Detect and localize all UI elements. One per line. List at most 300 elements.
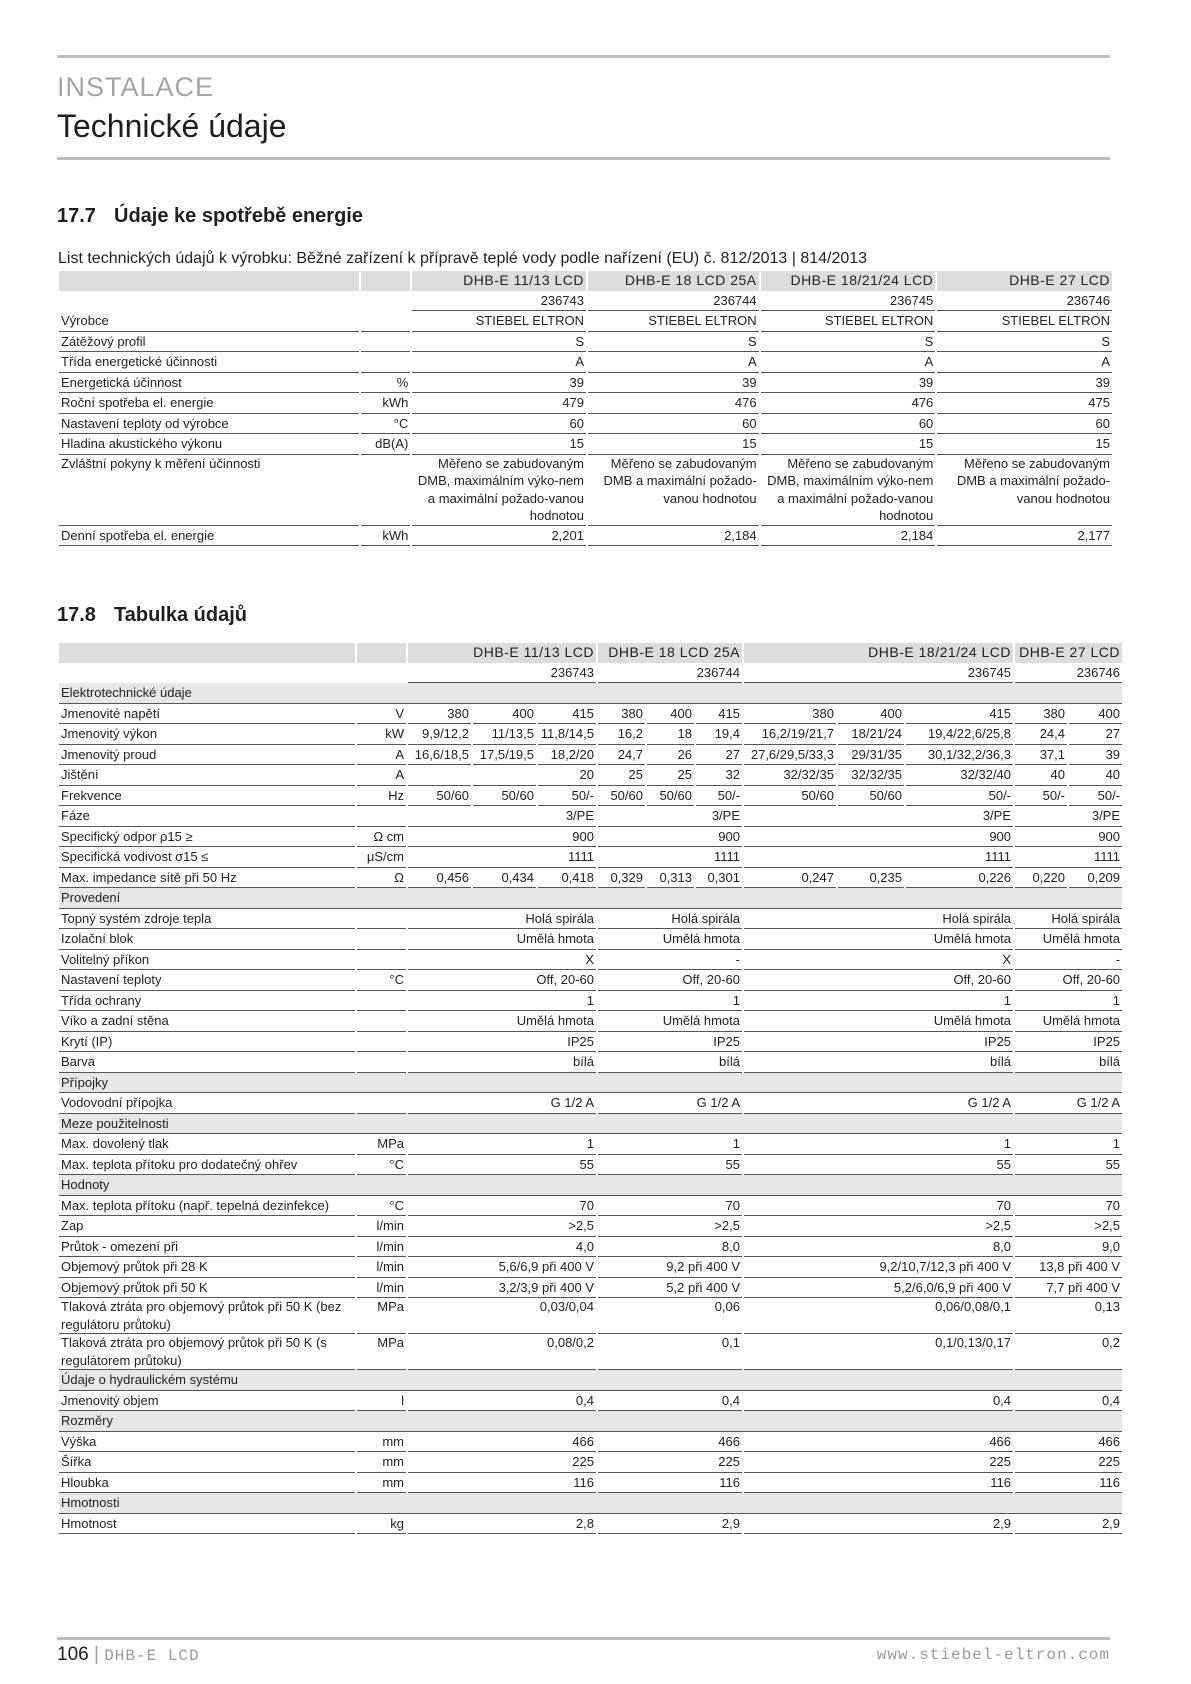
- row-value: 50/60: [598, 786, 645, 807]
- row-label: Topný systém zdroje tepla: [59, 909, 355, 930]
- row-label: Max. teplota přítoku (např. tepelná dezinfekce): [59, 1196, 355, 1217]
- row-label: Frekvence: [59, 786, 355, 807]
- row-value: 39: [588, 373, 759, 394]
- row-value: bílá: [598, 1052, 742, 1073]
- row-unit: MPa: [357, 1134, 406, 1155]
- code-row: [59, 663, 1122, 684]
- header-blank: [357, 643, 406, 663]
- row-value: >2,5: [598, 1216, 742, 1237]
- row-value: 466: [598, 1432, 742, 1453]
- table-row: [59, 1093, 1122, 1114]
- section-17-7-heading: [57, 205, 363, 228]
- row-label: Specifický odpor ρ15 ≥: [59, 827, 355, 848]
- row-value: 900: [408, 827, 596, 848]
- row-value: 24,7: [598, 745, 645, 766]
- row-value: 60: [761, 414, 936, 435]
- table-row: [59, 1155, 1122, 1176]
- row-value: 380: [408, 704, 471, 725]
- row-unit: [361, 352, 410, 373]
- row-unit: °C: [361, 414, 410, 435]
- row-value: Off, 20-60: [744, 970, 1013, 991]
- row-value: Umělá hmota: [1015, 929, 1122, 950]
- row-value: 2,9: [744, 1514, 1013, 1535]
- table-row: [59, 1196, 1122, 1217]
- row-unit: kg: [357, 1514, 406, 1535]
- row-value: 60: [412, 414, 586, 435]
- row-value: 50/-: [906, 786, 1013, 807]
- row-value: STIEBEL ELTRON: [761, 311, 936, 332]
- row-label: Tlaková ztráta pro objemový průtok při 50 K (bez regulátoru průtoku): [59, 1298, 355, 1334]
- model-code: 236744: [598, 663, 742, 684]
- row-value: 0,418: [538, 868, 596, 889]
- row-value: 225: [1015, 1452, 1122, 1473]
- row-value: 0,4: [744, 1391, 1013, 1412]
- row-value: 0,226: [906, 868, 1013, 889]
- group-header-row: [59, 1493, 1122, 1514]
- row-value: 0,247: [744, 868, 836, 889]
- row-value: 0,03/0,04: [408, 1298, 596, 1334]
- row-value: 9,0: [1015, 1237, 1122, 1258]
- row-value: >2,5: [1015, 1216, 1122, 1237]
- row-value: 479: [412, 393, 586, 414]
- table-row: [59, 786, 1122, 807]
- row-value: 415: [538, 704, 596, 725]
- row-unit: mm: [357, 1452, 406, 1473]
- row-value: 2,9: [598, 1514, 742, 1535]
- row-value: 19,4: [696, 724, 742, 745]
- row-unit: [357, 1052, 406, 1073]
- row-unit: dB(A): [361, 434, 410, 455]
- row-value: 0,1/0,13/0,17: [744, 1334, 1013, 1370]
- row-value: STIEBEL ELTRON: [588, 311, 759, 332]
- row-label: Vodovodní přípojka: [59, 1093, 355, 1114]
- row-label: Zvláštní pokyny k měření účinnosti: [59, 455, 359, 526]
- row-value: 27: [696, 745, 742, 766]
- row-value: 32: [696, 765, 742, 786]
- row-label: Hmotnost: [59, 1514, 355, 1535]
- row-label: Denní spotřeba el. energie: [59, 526, 359, 547]
- row-value: 32/32/35: [838, 765, 904, 786]
- row-value: 39: [1069, 745, 1122, 766]
- row-value: 116: [744, 1473, 1013, 1494]
- table-row: [59, 311, 1112, 332]
- row-value: 0,235: [838, 868, 904, 889]
- empty-cell: [357, 663, 406, 684]
- row-value: 11,8/14,5: [538, 724, 596, 745]
- row-value: 16,2: [598, 724, 645, 745]
- row-value: Umělá hmota: [1015, 1011, 1122, 1032]
- row-label: Třída energetické účinnosti: [59, 352, 359, 373]
- group-label: Provedení: [59, 888, 1122, 909]
- row-label: Zap: [59, 1216, 355, 1237]
- row-value: 1: [1015, 1134, 1122, 1155]
- row-value: 50/60: [647, 786, 694, 807]
- row-value: 0,209: [1069, 868, 1122, 889]
- row-value: IP25: [598, 1032, 742, 1053]
- group-header-row: [59, 1370, 1122, 1391]
- table-row: [59, 1452, 1122, 1473]
- table-row: [59, 847, 1122, 868]
- energy-intro: List technických údajů k výrobku: Běžné zařízení k přípravě teplé vody podle nařízení (EU) č. 812/2013 | 814/2013: [58, 250, 868, 267]
- row-unit: °C: [357, 970, 406, 991]
- row-unit: l: [357, 1391, 406, 1412]
- row-value: 3/PE: [408, 806, 596, 827]
- table-row: [59, 745, 1122, 766]
- data-table: [57, 643, 1124, 1534]
- row-label: Hloubka: [59, 1473, 355, 1494]
- row-value: 400: [647, 704, 694, 725]
- row-value: 476: [761, 393, 936, 414]
- row-value: 70: [1015, 1196, 1122, 1217]
- row-value: 60: [588, 414, 759, 435]
- row-value: 70: [408, 1196, 596, 1217]
- row-value: 3/PE: [744, 806, 1013, 827]
- footer-url: www.stiebel-eltron.com: [876, 1646, 1110, 1664]
- group-header-row: [59, 1114, 1122, 1135]
- row-value: Off, 20-60: [1015, 970, 1122, 991]
- row-label: Max. dovolený tlak: [59, 1134, 355, 1155]
- row-unit: [357, 991, 406, 1012]
- row-value: 50/-: [1015, 786, 1067, 807]
- table-row: [59, 1134, 1122, 1155]
- row-value: 50/-: [1069, 786, 1122, 807]
- table-row: [59, 1278, 1122, 1299]
- footer-page: [57, 1644, 200, 1666]
- row-label: Výška: [59, 1432, 355, 1453]
- row-unit: A: [357, 765, 406, 786]
- row-value: IP25: [744, 1032, 1013, 1053]
- row-label: Výrobce: [59, 311, 359, 332]
- row-label: Jmenovité napětí: [59, 704, 355, 725]
- group-header-row: [59, 1175, 1122, 1196]
- table-row: [59, 434, 1112, 455]
- row-value: 0,301: [696, 868, 742, 889]
- row-label: Krytí (IP): [59, 1032, 355, 1053]
- row-value: Umělá hmota: [408, 929, 596, 950]
- impedance-row: [59, 868, 1122, 889]
- row-value: -: [598, 950, 742, 971]
- table-row: [59, 1011, 1122, 1032]
- row-value: 1111: [408, 847, 596, 868]
- row-value: 0,06/0,08/0,1: [744, 1298, 1013, 1334]
- model-code: 236744: [588, 291, 759, 312]
- row-value: 37,1: [1015, 745, 1067, 766]
- table-row: [59, 950, 1122, 971]
- row-unit: [357, 806, 406, 827]
- row-value: 0,434: [473, 868, 536, 889]
- row-label: Hladina akustického výkonu: [59, 434, 359, 455]
- row-value: 900: [598, 827, 742, 848]
- group-header-row: [59, 888, 1122, 909]
- row-unit: [361, 455, 410, 526]
- row-value: 380: [744, 704, 836, 725]
- row-value: IP25: [1015, 1032, 1122, 1053]
- row-value: 900: [1015, 827, 1122, 848]
- row-value: 466: [1015, 1432, 1122, 1453]
- footer-separator: |: [93, 1644, 99, 1665]
- group-label: Meze použitelnosti: [59, 1114, 1122, 1135]
- model-code: 236743: [408, 663, 596, 684]
- table-row: [59, 991, 1122, 1012]
- row-value: 1: [598, 1134, 742, 1155]
- row-label: Objemový průtok při 28 K: [59, 1257, 355, 1278]
- row-unit: kWh: [361, 393, 410, 414]
- row-value: 225: [408, 1452, 596, 1473]
- row-unit: [357, 929, 406, 950]
- row-value: 50/-: [538, 786, 596, 807]
- row-value: 18,2/20: [538, 745, 596, 766]
- row-value: 0,456: [408, 868, 471, 889]
- group-label: Rozměry: [59, 1411, 1122, 1432]
- row-value: 466: [744, 1432, 1013, 1453]
- row-label: Nastavení teploty: [59, 970, 355, 991]
- page-title: Technické údaje: [57, 108, 287, 144]
- row-value: G 1/2 A: [1015, 1093, 1122, 1114]
- table-row: [59, 1473, 1122, 1494]
- header-blank: [59, 643, 355, 663]
- row-value: 24,4: [1015, 724, 1067, 745]
- row-value: 0,08/0,2: [408, 1334, 596, 1370]
- row-value: Umělá hmota: [598, 1011, 742, 1032]
- section-label: INSTALACE: [57, 72, 215, 102]
- section-title: Tabulka údajů: [114, 604, 247, 626]
- row-value: 1: [408, 991, 596, 1012]
- row-value: 1: [1015, 991, 1122, 1012]
- row-value: bílá: [408, 1052, 596, 1073]
- model-code: 236746: [1015, 663, 1122, 684]
- table-row: [59, 1237, 1122, 1258]
- group-label: Elektrotechnické údaje: [59, 683, 1122, 704]
- row-label: Víko a zadní stěna: [59, 1011, 355, 1032]
- table-row: [59, 806, 1122, 827]
- row-value: 15: [588, 434, 759, 455]
- model-code: 236746: [937, 291, 1112, 312]
- row-value: 7,7 při 400 V: [1015, 1278, 1122, 1299]
- row-value: Off, 20-60: [598, 970, 742, 991]
- empty-cell: [59, 291, 359, 312]
- row-label: Třída ochrany: [59, 991, 355, 1012]
- row-unit: μS/cm: [357, 847, 406, 868]
- row-value: 0,1: [598, 1334, 742, 1370]
- row-value: bílá: [744, 1052, 1013, 1073]
- row-value: Umělá hmota: [598, 929, 742, 950]
- row-unit: [361, 311, 410, 332]
- title-rule: [57, 157, 1110, 160]
- empty-cell: [59, 663, 355, 684]
- row-value: 50/60: [408, 786, 471, 807]
- row-label: Jmenovitý výkon: [59, 724, 355, 745]
- row-value: STIEBEL ELTRON: [412, 311, 586, 332]
- table-row: [59, 1432, 1122, 1453]
- row-value: 400: [838, 704, 904, 725]
- row-value: 380: [598, 704, 645, 725]
- table-row: [59, 1298, 1122, 1334]
- row-value: Umělá hmota: [744, 1011, 1013, 1032]
- energy-table: [57, 271, 1114, 546]
- row-value: 116: [408, 1473, 596, 1494]
- row-label: Zátěžový profil: [59, 332, 359, 353]
- row-value: 9,2 při 400 V: [598, 1257, 742, 1278]
- row-value: S: [761, 332, 936, 353]
- row-value: X: [744, 950, 1013, 971]
- row-value: G 1/2 A: [408, 1093, 596, 1114]
- row-label: Izolační blok: [59, 929, 355, 950]
- row-label: Objemový průtok při 50 K: [59, 1278, 355, 1299]
- row-value: 18: [647, 724, 694, 745]
- model-name: DHB-E 18/21/24 LCD: [761, 271, 936, 291]
- row-label: Max. teplota přítoku pro dodatečný ohřev: [59, 1155, 355, 1176]
- row-value: 1: [744, 1134, 1013, 1155]
- table-row: [59, 393, 1112, 414]
- row-value: 8,0: [598, 1237, 742, 1258]
- row-value: IP25: [408, 1032, 596, 1053]
- row-value: 2,184: [588, 526, 759, 547]
- table-row: [59, 1257, 1122, 1278]
- row-value: X: [408, 950, 596, 971]
- section-17-8-heading: [57, 604, 247, 627]
- row-unit: l/min: [357, 1216, 406, 1237]
- row-value: 32/32/35: [744, 765, 836, 786]
- row-value: 40: [1069, 765, 1122, 786]
- row-unit: l/min: [357, 1237, 406, 1258]
- row-value: A: [588, 352, 759, 373]
- row-value: 415: [906, 704, 1013, 725]
- table-row: [59, 1514, 1122, 1535]
- row-value: 50/-: [696, 786, 742, 807]
- row-label: Tlaková ztráta pro objemový průtok při 50 K (s regulátorem průtoku): [59, 1334, 355, 1370]
- row-value: 39: [761, 373, 936, 394]
- row-value: 380: [1015, 704, 1067, 725]
- row-value: 5,2/6,0/6,9 při 400 V: [744, 1278, 1013, 1299]
- row-value: 2,9: [1015, 1514, 1122, 1535]
- row-value: >2,5: [408, 1216, 596, 1237]
- row-unit: mm: [357, 1432, 406, 1453]
- daily-consumption-row: [59, 526, 1112, 547]
- model-name: DHB-E 27 LCD: [1015, 643, 1122, 663]
- row-value: 2,177: [937, 526, 1112, 547]
- row-value: 50/60: [744, 786, 836, 807]
- row-value: Holá spirála: [1015, 909, 1122, 930]
- group-header-row: [59, 1411, 1122, 1432]
- group-header-row: [59, 1073, 1122, 1094]
- row-value: 2,184: [761, 526, 936, 547]
- row-value: G 1/2 A: [598, 1093, 742, 1114]
- row-value: Umělá hmota: [408, 1011, 596, 1032]
- row-value: 3/PE: [598, 806, 742, 827]
- row-value: 30,1/32,2/36,3: [906, 745, 1013, 766]
- row-value: 70: [744, 1196, 1013, 1217]
- row-value: 0,06: [598, 1298, 742, 1334]
- row-value: 1111: [1015, 847, 1122, 868]
- row-value: [473, 765, 536, 786]
- row-unit: [357, 1011, 406, 1032]
- row-unit: [361, 332, 410, 353]
- header-blank: [361, 271, 410, 291]
- table-row: [59, 827, 1122, 848]
- row-value: 25: [647, 765, 694, 786]
- row-value: 0,4: [598, 1391, 742, 1412]
- row-unit: [357, 1032, 406, 1053]
- footer-rule: [57, 1637, 1110, 1640]
- row-value: Měřeno se zabudovaným DMB a maximální požado-vanou hodnotou: [937, 455, 1112, 526]
- section-number: 17.8: [57, 604, 96, 626]
- table-row: [59, 704, 1122, 725]
- row-value: 2,201: [412, 526, 586, 547]
- row-value: >2,5: [744, 1216, 1013, 1237]
- row-unit: A: [357, 745, 406, 766]
- row-value: 55: [744, 1155, 1013, 1176]
- row-value: 32/32/40: [906, 765, 1013, 786]
- row-label: Jmenovitý objem: [59, 1391, 355, 1412]
- row-value: 3,2/3,9 při 400 V: [408, 1278, 596, 1299]
- row-value: 1: [598, 991, 742, 1012]
- row-value: 17,5/19,5: [473, 745, 536, 766]
- model-code: 236743: [412, 291, 586, 312]
- row-value: 16,6/18,5: [408, 745, 471, 766]
- row-label: Fáze: [59, 806, 355, 827]
- row-value: bílá: [1015, 1052, 1122, 1073]
- row-value: 476: [588, 393, 759, 414]
- row-unit: [357, 1093, 406, 1114]
- row-value: 27,6/29,5/33,3: [744, 745, 836, 766]
- row-value: 400: [1069, 704, 1122, 725]
- table-row: [59, 724, 1122, 745]
- row-unit: kWh: [361, 526, 410, 547]
- model-name: DHB-E 18 LCD 25A: [598, 643, 742, 663]
- row-value: 5,6/6,9 při 400 V: [408, 1257, 596, 1278]
- table-row: [59, 332, 1112, 353]
- row-value: Měřeno se zabudovaným DMB a maximální požado-vanou hodnotou: [588, 455, 759, 526]
- row-value: Umělá hmota: [744, 929, 1013, 950]
- row-label: Průtok - omezení při: [59, 1237, 355, 1258]
- row-unit: kW: [357, 724, 406, 745]
- group-label: Údaje o hydraulickém systému: [59, 1370, 1122, 1391]
- row-unit: MPa: [357, 1334, 406, 1370]
- row-value: 0,220: [1015, 868, 1067, 889]
- row-label: Max. impedance sítě při 50 Hz: [59, 868, 355, 889]
- row-label: Specifická vodivost σ15 ≤: [59, 847, 355, 868]
- row-value: 18/21/24: [838, 724, 904, 745]
- row-value: -: [1015, 950, 1122, 971]
- table-row: [59, 1334, 1122, 1370]
- row-value: 900: [744, 827, 1013, 848]
- row-value: 4,0: [408, 1237, 596, 1258]
- row-value: 0,13: [1015, 1298, 1122, 1334]
- row-unit: V: [357, 704, 406, 725]
- group-label: Hmotnosti: [59, 1493, 1122, 1514]
- model-header-row: [59, 271, 1112, 291]
- row-value: 27: [1069, 724, 1122, 745]
- row-value: 0,313: [647, 868, 694, 889]
- row-unit: [357, 950, 406, 971]
- row-value: Měřeno se zabudovaným DMB, maximálním výko-nem a maximální požado-vanou hodnotou: [412, 455, 586, 526]
- row-value: 60: [937, 414, 1112, 435]
- row-value: STIEBEL ELTRON: [937, 311, 1112, 332]
- row-label: Nastavení teploty od výrobce: [59, 414, 359, 435]
- row-value: 15: [761, 434, 936, 455]
- row-unit: MPa: [357, 1298, 406, 1334]
- row-unit: Ω: [357, 868, 406, 889]
- row-value: Holá spirála: [598, 909, 742, 930]
- row-value: 20: [538, 765, 596, 786]
- row-value: S: [412, 332, 586, 353]
- row-label: Energetická účinnost: [59, 373, 359, 394]
- row-value: 9,9/12,2: [408, 724, 471, 745]
- row-value: 225: [744, 1452, 1013, 1473]
- row-unit: Ω cm: [357, 827, 406, 848]
- row-value: A: [761, 352, 936, 373]
- top-rule: [57, 55, 1110, 58]
